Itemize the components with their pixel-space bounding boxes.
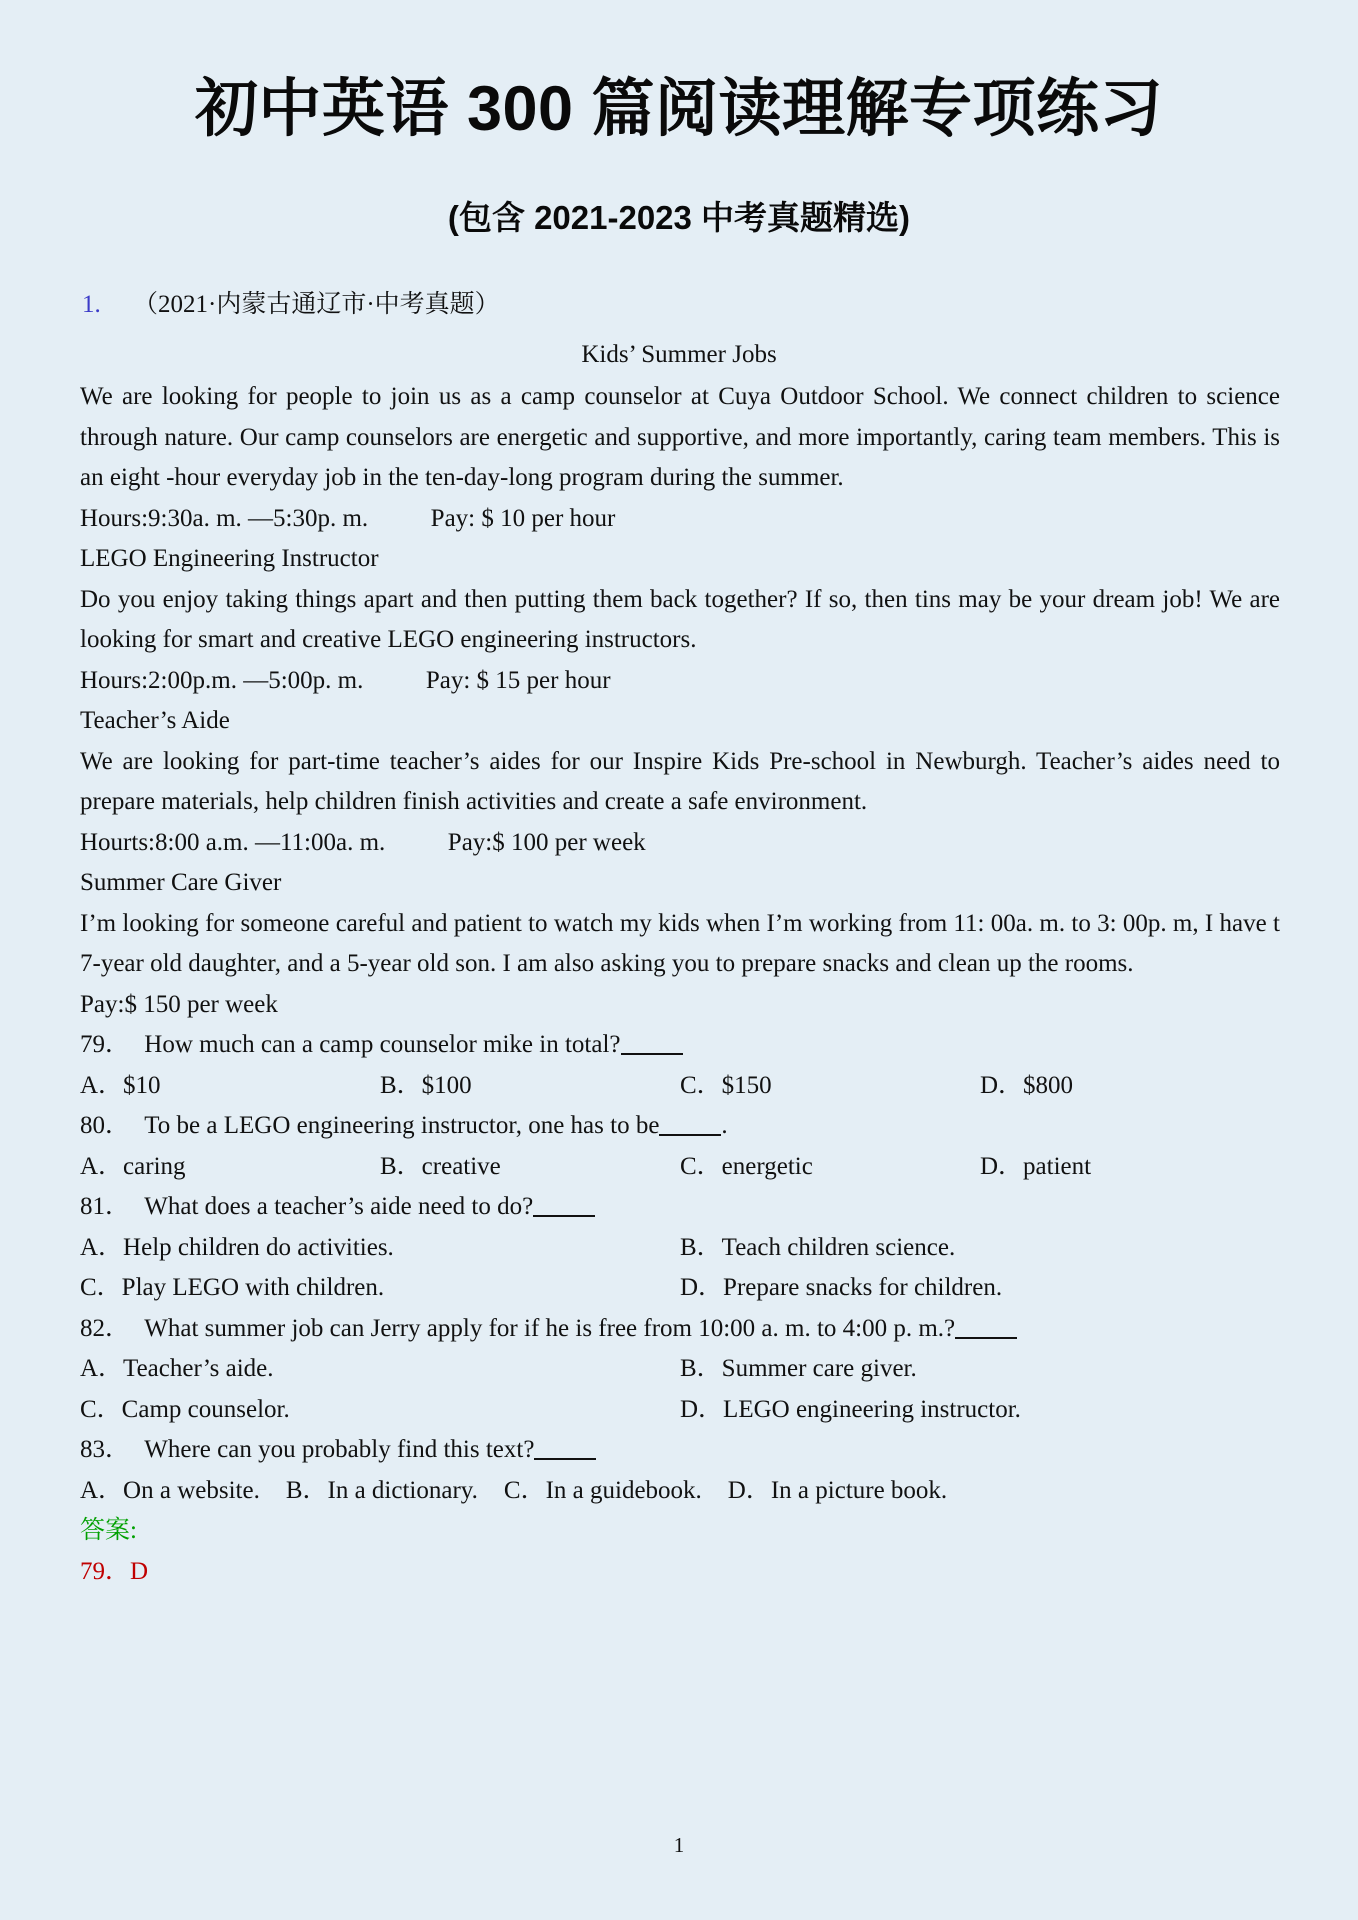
question-82-options-row1 — [78, 1349, 1280, 1390]
option-82-d[interactable]: D．LEGO engineering instructor. — [680, 1395, 1021, 1423]
job-body-1: Do you enjoy taking things apart and then putting them back together? If so, then tins may be your dream job! We are looking for smart and creative LEGO engineering instructors. — [80, 585, 1280, 654]
question-81-options-row2 — [78, 1268, 1280, 1309]
option-83-d[interactable]: D．In a picture book. — [727, 1476, 948, 1504]
answer-blank-81 — [533, 1215, 595, 1217]
option-80-a[interactable]: A．caring — [80, 1152, 186, 1180]
question-79-number: 79． — [80, 1031, 131, 1059]
question-80-options — [78, 1147, 1280, 1188]
page-number: 1 — [673, 1833, 685, 1857]
answers-label: 答案: — [80, 1517, 137, 1545]
option-83-c[interactable]: C．In a guidebook. — [503, 1476, 702, 1504]
option-79-a[interactable]: A．$10 — [80, 1071, 161, 1099]
question-80-suffix: . — [721, 1112, 728, 1140]
option-82-c[interactable]: C．Camp counselor. — [80, 1395, 290, 1423]
page-title: 初中英语 300 篇阅读理解专项练习 — [194, 74, 1164, 144]
job-detail-line-1: Hours:9:30a. m. —5:30p. m. Pay: $ 10 per hour — [80, 504, 616, 532]
answer-blank-79 — [621, 1053, 683, 1055]
job-body-2: We are looking for part-time teacher’s aides for our Inspire Kids Pre-school in Newburgh. Teacher’s aides need to prepare materials, help children finish activities and create a safe environment. — [80, 747, 1280, 816]
option-81-a[interactable]: A．Help children do activities. — [80, 1233, 394, 1261]
answer-blank-83 — [534, 1458, 596, 1460]
question-83-number: 83． — [80, 1436, 131, 1464]
page-subtitle: (包含 2021-2023 中考真题精选) — [447, 199, 911, 237]
question-set-header — [78, 287, 1280, 323]
option-82-b[interactable]: B．Summer care giver. — [680, 1355, 917, 1383]
option-80-d[interactable]: D．patient — [980, 1152, 1092, 1180]
option-83-b[interactable]: B．In a dictionary. — [285, 1476, 478, 1504]
job-detail-line-3: Hourts:8:00 a.m. —11:00a. m. Pay:$ 100 per week — [80, 828, 646, 856]
question-80-text: To be a LEGO engineering instructor, one has to be — [144, 1112, 660, 1140]
option-81-d[interactable]: D．Prepare snacks for children. — [680, 1274, 1003, 1302]
question-81-text: What does a teacher’s aide need to do? — [144, 1193, 534, 1221]
passage-heading: Kids’ Summer Jobs — [581, 340, 777, 368]
question-82-stem — [78, 1309, 1280, 1350]
final-pay-line: Pay:$ 150 per week — [80, 990, 278, 1018]
option-79-d[interactable]: D．$800 — [980, 1071, 1074, 1099]
question-81-number: 81． — [80, 1193, 131, 1221]
question-set-1 — [78, 287, 1280, 1592]
job-body-3: I’m looking for someone careful and patient to watch my kids when I’m working from 11: 00a. m. to 3: 00p. m, I have t 7-year old daughter, and a 5-year old son. I am also asking you to prepare snacks and clean up the rooms. — [80, 909, 1280, 978]
question-83-options — [78, 1471, 1280, 1512]
option-82-a[interactable]: A．Teacher’s aide. — [80, 1355, 274, 1383]
question-80-number: 80． — [80, 1112, 131, 1140]
question-83-text: Where can you probably find this text? — [144, 1436, 535, 1464]
question-81-options-row1 — [78, 1228, 1280, 1269]
answer-blank-80 — [659, 1134, 721, 1136]
passage-intro: We are looking for people to join us as a camp counselor at Cuya Outdoor School. We connect children to science through nature. Our camp counselors are energetic and supportive, and more importantly, caring team members. This is an eight -hour everyday job in the ten-day-long program during the summer. — [80, 383, 1280, 492]
option-81-b[interactable]: B．Teach children science. — [680, 1233, 956, 1261]
question-83-stem — [78, 1430, 1280, 1471]
option-79-b[interactable]: B．$100 — [380, 1071, 472, 1099]
question-82-number: 82． — [80, 1314, 131, 1342]
job-detail-line-2: Hours:2:00p.m. —5:00p. m. Pay: $ 15 per hour — [80, 666, 611, 694]
option-83-a[interactable]: A．On a website. — [80, 1476, 260, 1504]
question-82-options-row2 — [78, 1390, 1280, 1431]
question-80-stem — [78, 1106, 1280, 1147]
question-79-stem — [78, 1025, 1280, 1066]
option-80-b[interactable]: B．creative — [380, 1152, 501, 1180]
job-title-2: Teacher’s Aide — [80, 707, 230, 735]
answer-blank-82 — [955, 1337, 1017, 1339]
answer-item-79: 79．D — [80, 1557, 149, 1585]
question-79-options — [78, 1066, 1280, 1107]
job-title-3: Summer Care Giver — [80, 869, 282, 897]
question-79-text: How much can a camp counselor mike in total? — [144, 1031, 621, 1059]
question-set-number: 1. — [82, 291, 101, 319]
option-79-c[interactable]: C．$150 — [680, 1071, 772, 1099]
question-81-stem — [78, 1187, 1280, 1228]
job-title-1: LEGO Engineering Instructor — [80, 545, 379, 573]
option-80-c[interactable]: C．energetic — [680, 1152, 813, 1180]
option-81-c[interactable]: C．Play LEGO with children. — [80, 1274, 385, 1302]
question-set-source: （2021·内蒙古通辽市·中考真题） — [133, 291, 500, 319]
question-82-text: What summer job can Jerry apply for if he is free from 10:00 a. m. to 4:00 p. m.? — [144, 1314, 956, 1342]
